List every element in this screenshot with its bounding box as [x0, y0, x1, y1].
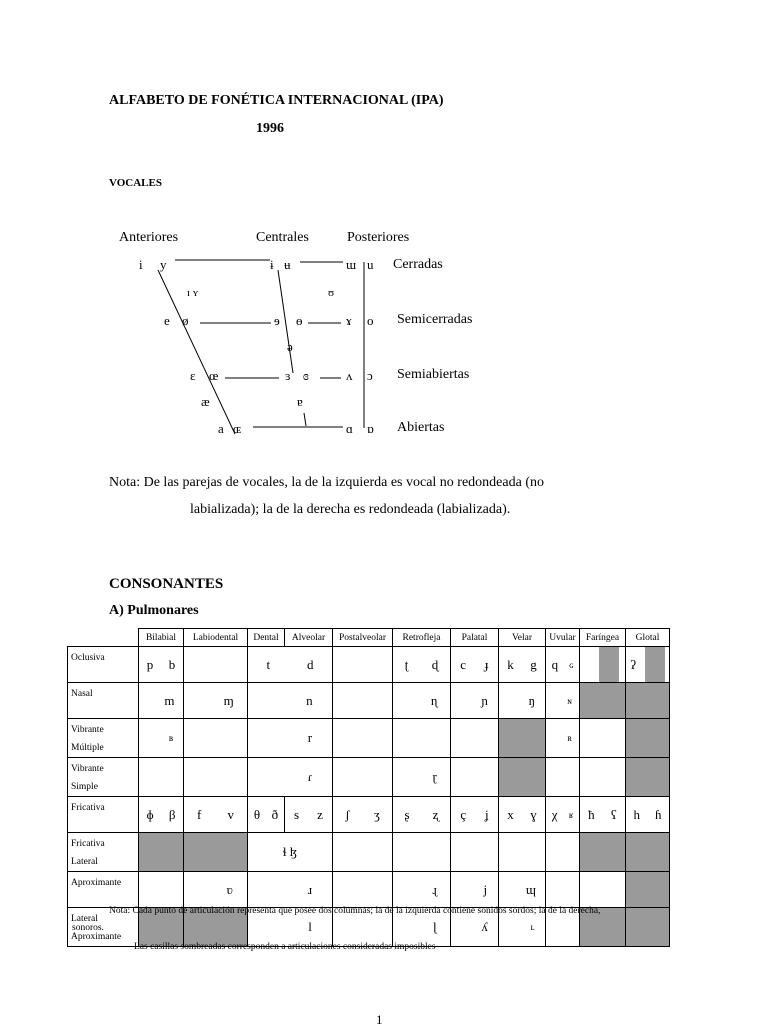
cell-bilabial: m: [139, 683, 184, 719]
cell-retroflex: ɭ: [393, 908, 451, 947]
row-label: Lateral Aproximante: [68, 908, 139, 947]
row-label: Fricativa: [68, 797, 139, 833]
row-label: Vibrante Simple: [68, 758, 139, 797]
cell-uvular: q ɢ: [546, 647, 580, 683]
vowel-o-slash: ø: [182, 313, 189, 328]
vowel-rams-horn: ɤ: [346, 313, 352, 328]
table-row: [68, 683, 670, 719]
cell-glottal: h ɦ: [626, 797, 670, 833]
cell-bilabial: [139, 872, 184, 908]
cell-labiodental-impossible: [184, 833, 248, 872]
vowel-i: i: [139, 257, 143, 272]
vowel-turned-a: ɐ: [297, 394, 303, 409]
vowel-e: e: [164, 313, 170, 328]
vowel-near-close-front: ɪ ʏ: [187, 287, 199, 299]
cell-retroflex: ʂ ʐ: [393, 797, 451, 833]
cell-alveolar: s z: [285, 797, 333, 833]
vowel-barred-u: ʉ: [284, 257, 291, 272]
cell-palatal: [451, 758, 499, 797]
cell-uvular: [546, 872, 580, 908]
cell-velar: k g: [499, 647, 546, 683]
cell-labiodental: ɱ: [184, 683, 248, 719]
cell-pharyngeal: ħ ʕ: [580, 797, 626, 833]
col-header: Palatal: [451, 629, 499, 647]
vowel-a: a: [218, 421, 224, 436]
cell-postalveolar: [333, 683, 393, 719]
cell-glottal-impossible: [626, 833, 670, 872]
table-row: [68, 833, 670, 872]
cell-glottal: ʔ: [626, 647, 670, 683]
table-row: [68, 647, 670, 683]
cell-postalveolar: [333, 758, 393, 797]
cell-glottal-impossible: [626, 872, 670, 908]
table-row: [68, 719, 670, 758]
pulmonic-consonant-table: [67, 628, 670, 947]
vowel-header-back: Posteriores: [347, 230, 410, 245]
cell-palatal: ç ʝ: [451, 797, 499, 833]
cell-uvular: [546, 758, 580, 797]
cell-dental-alveolar: ɹ: [248, 872, 333, 908]
col-header: Bilabial: [139, 629, 184, 647]
col-header: Uvular: [546, 629, 580, 647]
vowel-open-o: ɔ: [367, 368, 373, 383]
cell-velar: ɰ: [499, 872, 546, 908]
table-row: [68, 758, 670, 797]
cell-dental-alveolar: r: [248, 719, 333, 758]
vowel-note-line2: labializada); la de la derecha es redondeada (labializada).: [190, 502, 511, 517]
page-number: 1: [376, 1012, 383, 1027]
vowel-epsilon: ɛ: [190, 368, 196, 383]
cell-labiodental: f v: [184, 797, 248, 833]
cell-postalveolar: ʃ ʒ: [333, 797, 393, 833]
cell-labiodental: [184, 758, 248, 797]
col-header: Postalveolar: [333, 629, 393, 647]
table-corner: [68, 629, 139, 647]
vowel-turned-script-a: ɒ: [367, 421, 374, 436]
page-title: ALFABETO DE FONÉTICA INTERNACIONAL (IPA): [109, 93, 444, 108]
cell-palatal: [451, 719, 499, 758]
cell-retroflex: [393, 833, 451, 872]
cell-pharyngeal: [580, 719, 626, 758]
cell-uvular: ɴ: [546, 683, 580, 719]
cell-palatal: ʎ: [451, 908, 499, 947]
cell-labiodental: [184, 647, 248, 683]
central-short-line: [304, 413, 306, 426]
vowel-note-line1: Nota: De las parejas de vocales, la de la izquierda es vocal no redondeada (no: [109, 475, 544, 490]
table-row: [68, 797, 670, 833]
cell-retroflex: [393, 719, 451, 758]
cell-pharyngeal: [580, 647, 626, 683]
vowel-reversed-epsilon: ɜ: [285, 368, 291, 383]
vowel-small-oe: ɶ: [233, 421, 242, 436]
cell-glottal-impossible: [626, 758, 670, 797]
col-header: Glotal: [626, 629, 670, 647]
vowel-near-close-back: ʊ: [328, 287, 335, 299]
table-footnote-2: Las casillas sombreadas corresponden a articulaciones consideradas imposibles: [134, 942, 436, 952]
row-label: Vibrante Múltiple: [68, 719, 139, 758]
vowel-reversed-e: ɘ: [274, 313, 280, 328]
vowel-row-label-open-mid: Semiabiertas: [397, 367, 470, 382]
cell-labiodental: ʋ: [184, 872, 248, 908]
cell-uvular: χ ʁ: [546, 797, 580, 833]
cell-palatal: [451, 833, 499, 872]
cell-velar: x ɣ: [499, 797, 546, 833]
vowel-o: o: [367, 313, 374, 328]
cell-palatal: j: [451, 872, 499, 908]
row-label: Fricativa Lateral: [68, 833, 139, 872]
col-header: Dental: [248, 629, 285, 647]
col-header: Velar: [499, 629, 546, 647]
cell-velar: [499, 833, 546, 872]
cell-velar: ŋ: [499, 683, 546, 719]
cell-dental-alveolar: ɬ ɮ: [248, 833, 333, 872]
cell-palatal: c ɟ: [451, 647, 499, 683]
cell-velar-impossible: [499, 758, 546, 797]
col-header: Faríngea: [580, 629, 626, 647]
consonants-heading: CONSONANTES: [109, 576, 224, 592]
cell-glottal-impossible: [626, 683, 670, 719]
cell-velar-impossible: [499, 719, 546, 758]
col-header: Alveolar: [285, 629, 333, 647]
cell-dental-alveolar: l: [248, 908, 333, 947]
cell-glottal-impossible: [626, 908, 670, 947]
cell-postalveolar: [333, 872, 393, 908]
vowel-closed-reversed-epsilon: ɞ: [303, 368, 309, 383]
row-label: Oclusiva: [68, 647, 139, 683]
cell-retroflex: ɳ: [393, 683, 451, 719]
cell-postalveolar: [333, 719, 393, 758]
cell-uvular: [546, 833, 580, 872]
cell-pharyngeal-impossible: [580, 683, 626, 719]
cell-postalveolar: [333, 647, 393, 683]
vowel-turned-m: ɯ: [346, 257, 357, 272]
cell-pharyngeal: [580, 872, 626, 908]
row-label: Aproximante: [68, 872, 139, 908]
cell-bilabial-impossible: [139, 833, 184, 872]
vowel-script-a: ɑ: [346, 421, 353, 436]
cell-labiodental: [184, 719, 248, 758]
cell-retroflex: ɻ: [393, 872, 451, 908]
vowel-ae: æ: [201, 394, 210, 409]
cell-glottal-impossible: [626, 719, 670, 758]
vowel-row-label-open: Abiertas: [397, 420, 445, 435]
page-year: 1996: [256, 121, 284, 136]
cell-dental-alveolar: ɾ: [248, 758, 333, 797]
cell-pharyngeal-impossible: [580, 833, 626, 872]
cell-postalveolar: [333, 833, 393, 872]
cell-bilabial: ɸ β: [139, 797, 184, 833]
cell-dental-alveolar: t d: [248, 647, 333, 683]
table-row: [68, 872, 670, 908]
cell-bilabial: [139, 758, 184, 797]
cell-velar: ʟ: [499, 908, 546, 947]
col-header: Labiodental: [184, 629, 248, 647]
table-header-row: [68, 629, 670, 647]
table-footnote-1b: sonoros.: [72, 923, 104, 933]
table-footnote-1: Nota: Cada punto de articulación representa que posee dos columnas; la de la izquierda contiene sonidos sordos; la de la derecha,: [109, 906, 601, 916]
vowel-wedge: ʌ: [346, 368, 353, 383]
vowel-u: u: [367, 257, 374, 272]
vowel-oe: œ: [209, 368, 219, 383]
vowel-y: y: [160, 257, 167, 272]
row-label: Nasal: [68, 683, 139, 719]
vowel-barred-i: ɨ: [270, 257, 274, 272]
central-diagonal-line: [278, 270, 293, 373]
col-header: Retrofleja: [393, 629, 451, 647]
vowel-schwa: ə: [287, 339, 293, 354]
cell-dental: θ ð: [248, 797, 285, 833]
cell-uvular: ʀ: [546, 719, 580, 758]
vowel-header-central: Centrales: [256, 230, 309, 245]
vowel-barred-o: ɵ: [296, 313, 303, 328]
cell-retroflex: ɽ: [393, 758, 451, 797]
vowel-row-label-close: Cerradas: [393, 257, 443, 272]
vowel-row-label-close-mid: Semicerradas: [397, 312, 473, 327]
cell-palatal: ɲ: [451, 683, 499, 719]
cell-dental-alveolar: n: [248, 683, 333, 719]
vowels-heading: VOCALES: [109, 177, 162, 189]
cell-retroflex: ʈ ɖ: [393, 647, 451, 683]
cell-pharyngeal: [580, 758, 626, 797]
cell-bilabial: ʙ: [139, 719, 184, 758]
pulmonic-heading: A) Pulmonares: [109, 603, 199, 618]
vowel-header-front: Anteriores: [119, 230, 179, 245]
cell-bilabial: p b: [139, 647, 184, 683]
